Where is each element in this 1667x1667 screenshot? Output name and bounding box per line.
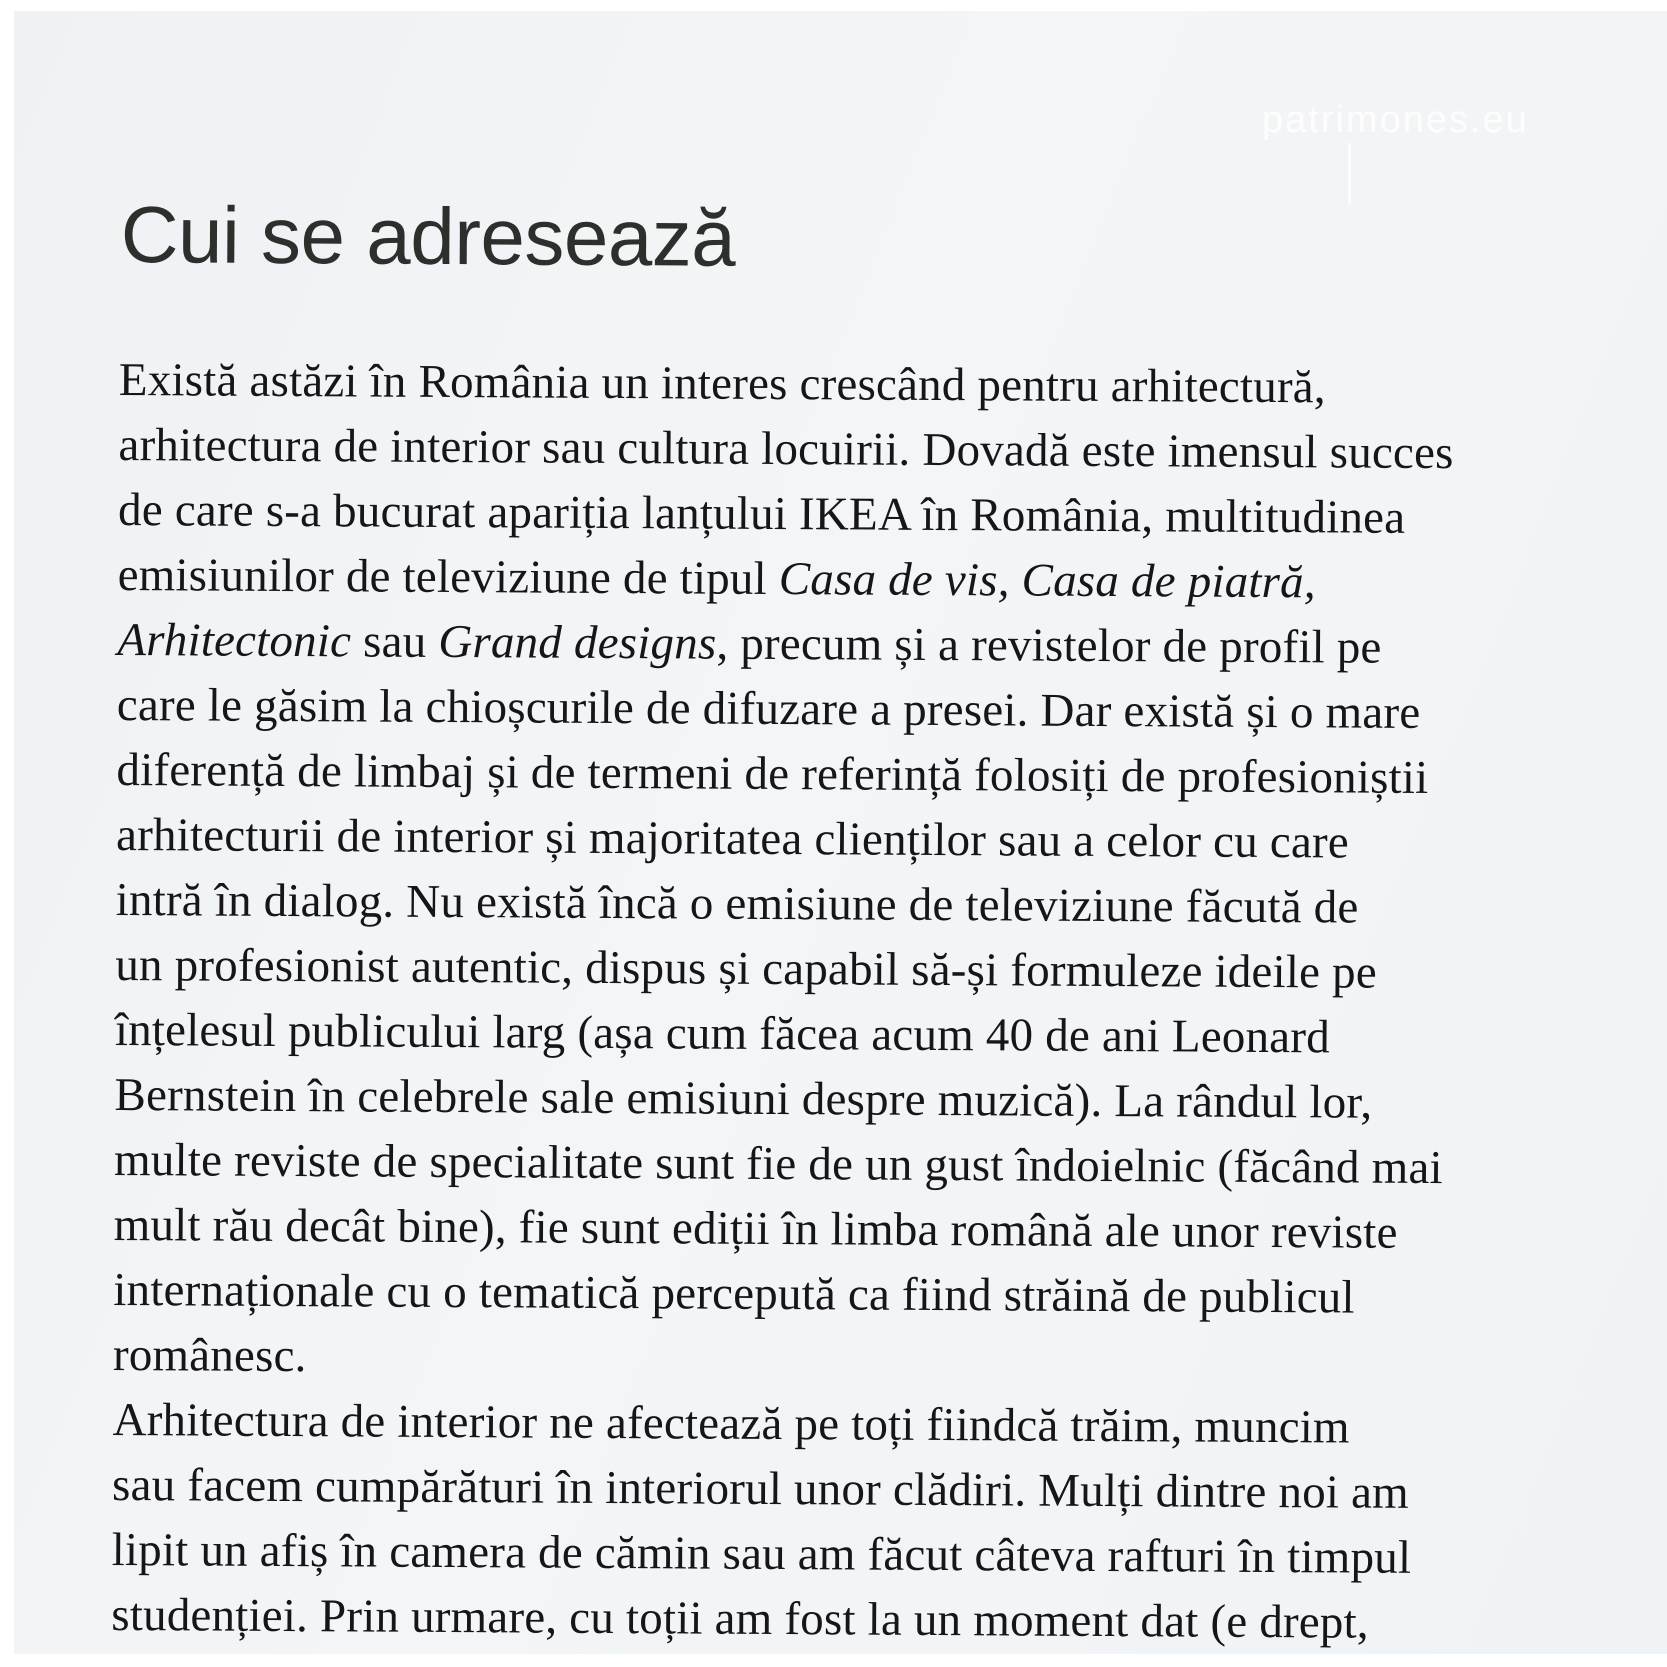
text-run: diferență de limbaj și de termeni de referință folosiți de profesioniștii	[116, 743, 1429, 804]
text-line	[117, 673, 1665, 747]
text-run: lipit un afiș în camera de cămin sau am făcut câteva rafturi în timpul	[111, 1523, 1412, 1584]
text-run: sau facem cumpărături în interiorul unor clădiri. Mulți dintre noi am	[111, 1458, 1410, 1519]
text-line	[112, 1388, 1660, 1462]
body-text	[111, 348, 1667, 1657]
text-run: arhitectura de interior sau cultura locuirii. Dovadă este imensul succes	[118, 418, 1454, 480]
text-run: intră în dialog. Nu există încă o emisiune de televiziune făcută de	[115, 873, 1359, 934]
text-run: internaționale cu o tematică percepută ca fiind străină de publicul	[113, 1263, 1355, 1324]
text-line	[116, 738, 1664, 812]
italic-title: Casa de vis, Casa de piatră,	[778, 553, 1316, 609]
text-run: românesc.	[112, 1328, 307, 1383]
text-run: care le găsim la chioșcurile de difuzare a presei. Dar există și o mare	[116, 678, 1421, 739]
text-line	[119, 348, 1667, 422]
text-line	[113, 1323, 1661, 1397]
text-run: mult rău decât bine), fie sunt ediții în limba română ale unor reviste	[113, 1198, 1398, 1259]
text-line	[112, 1518, 1660, 1592]
text-line	[111, 1583, 1659, 1657]
italic-title: Arhitectonic	[117, 613, 352, 668]
text-line	[118, 413, 1666, 487]
text-line	[114, 1128, 1662, 1202]
text-line	[115, 998, 1663, 1072]
text-run: arhitecturii de interior și majoritatea clienților sau a celor cu care	[115, 808, 1350, 869]
page-content	[6, 10, 1667, 1663]
text-line	[112, 1453, 1660, 1527]
text-run: înțelesul publicului larg (așa cum făcea acum 40 de ani Leonard	[114, 1003, 1331, 1064]
text-line	[117, 543, 1665, 617]
text-line	[117, 608, 1665, 682]
text-line	[114, 1193, 1662, 1267]
text-line	[116, 803, 1664, 877]
text-line	[116, 868, 1664, 942]
text-line	[115, 933, 1663, 1007]
text-run: de care s-a bucurat apariția lanțului IKEA în România, multitudinea	[117, 483, 1406, 544]
page-heading: Cui se adresează	[120, 189, 736, 283]
text-run: emisiunilor de televiziune de tipul	[117, 548, 779, 606]
text-run: Bernstein în celebrele sale emisiuni despre muzică). La rândul lor,	[114, 1068, 1373, 1129]
text-run: sau	[351, 615, 439, 668]
text-run: , precum și a revistelor de profil pe	[716, 617, 1382, 674]
italic-title: Grand designs	[438, 615, 717, 670]
text-run: multe reviste de specialitate sunt fie de un gust îndoielnic (făcând mai	[113, 1133, 1443, 1195]
text-line	[113, 1258, 1661, 1332]
watermark: patrimones.eu	[1262, 99, 1529, 141]
text-line	[114, 1063, 1662, 1137]
text-line	[118, 478, 1666, 552]
text-run: un profesionist autentic, dispus și capabil să-și formuleze ideile pe	[115, 938, 1378, 999]
text-run: Există astăzi în România un interes crescând pentru arhitectură,	[118, 353, 1326, 414]
text-run: studenției. Prin urmare, cu toții am fost la un moment dat (e drept,	[111, 1588, 1369, 1649]
page-background	[14, 11, 1667, 1654]
text-run: Arhitectura de interior ne afectează pe toți fiindcă trăim, muncim	[112, 1393, 1350, 1454]
